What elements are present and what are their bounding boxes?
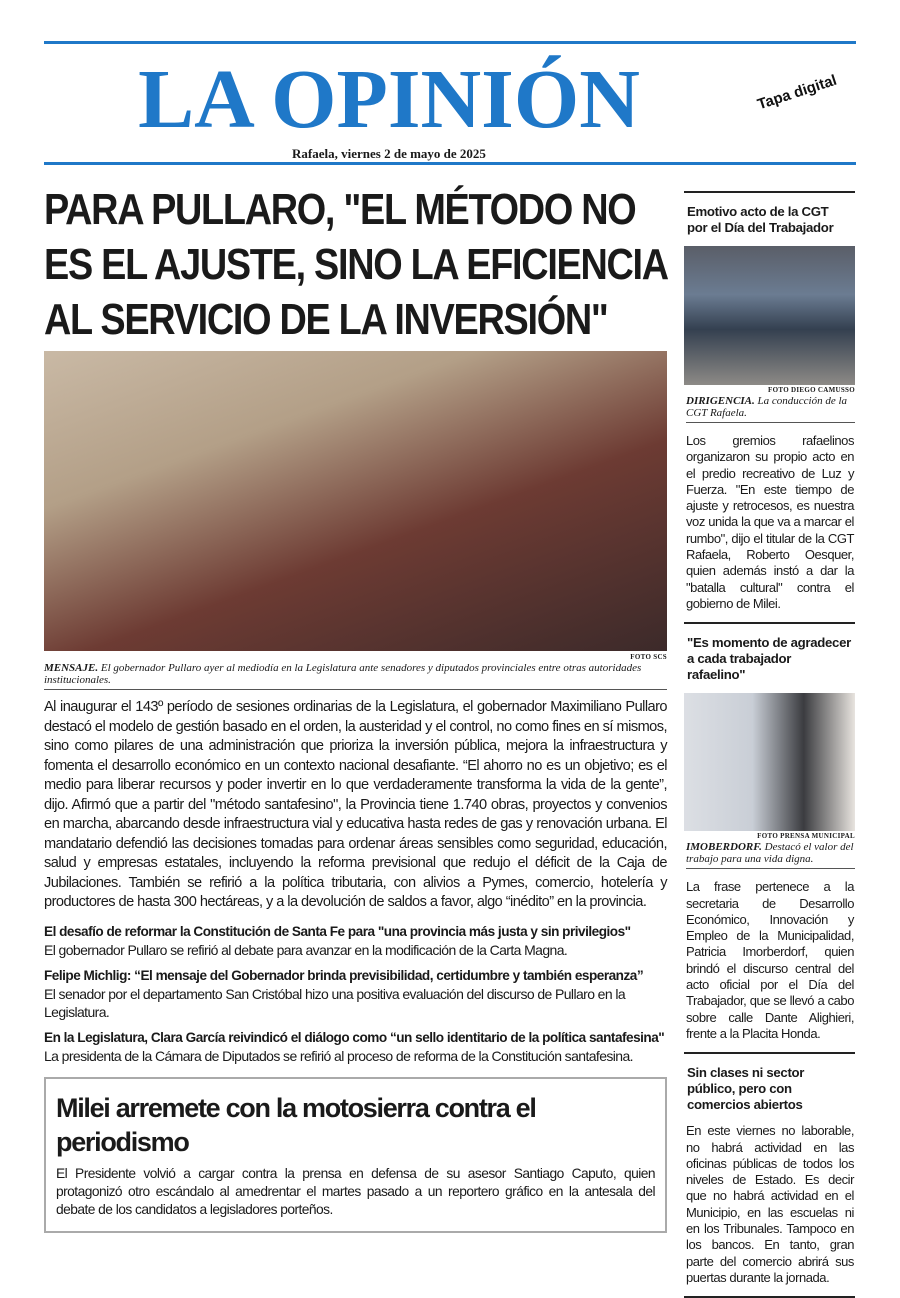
top-rule — [44, 41, 856, 44]
photo-caption — [44, 662, 667, 690]
main-photo — [44, 351, 667, 651]
related-summary: El senador por el departamento San Cristóbal hizo una positiva evaluación del discurso de Pullaro en la Legislatura. — [44, 985, 626, 1020]
caption-text: La conducción de la CGT Rafaela. — [686, 395, 848, 419]
sidebar-photo — [684, 693, 855, 831]
related-title[interactable]: Felipe Michlig: “El mensaje del Gobernador brinda previsibilidad, certidumbre y también esperanza” — [44, 967, 644, 983]
logo: LA OPINIÓN — [138, 53, 640, 146]
related-title[interactable]: El desafío de reformar la Constitución de Santa Fe para "una provincia más justa y sin privilegios" — [44, 923, 631, 939]
caption-lead: IMOBERDORF. — [686, 841, 762, 854]
related-story[interactable] — [44, 967, 667, 1021]
photo-caption — [686, 841, 855, 869]
photo-credit: FOTO SCS — [630, 653, 667, 661]
box-text: El Presidente volvió a cargar contra la prensa en defensa de su asesor Santiago Caputo, quien protagonizó otro escándalo al amedrentar el martes pasado a un reportero gráfico en la antesala del debate de los candidatos a legisladores porteños. — [56, 1165, 655, 1217]
sidebar-title[interactable]: Sin clases ni sector público, pero con comercios abiertos — [687, 1065, 805, 1113]
related-summary: La presidenta de la Cámara de Diputados se refirió al proceso de reforma de la Constitución santafesina. — [44, 1047, 633, 1064]
main-column — [44, 182, 667, 1233]
sidebar — [684, 191, 855, 1298]
box-title[interactable]: Milei arremete con la motosierra contra el periodismo — [56, 1092, 536, 1157]
related-story[interactable] — [44, 1029, 667, 1065]
sidebar-photo — [684, 246, 855, 385]
photo-caption — [686, 395, 855, 423]
sidebar-text: En este viernes no laborable, no habrá actividad en las oficinas públicas de todos los niveles de Estado. Es decir que no habrá actividad en el Municipio, en las escuelas ni en los Tribunales. Tampoco en los bancos. En tanto, gran parte del comercio abrirá sus puertas durante la jornada. — [686, 1123, 854, 1285]
featured-box[interactable] — [44, 1077, 667, 1233]
main-caption-block — [44, 653, 667, 690]
issue-date: Rafaela, viernes 2 de mayo de 2025 — [292, 146, 486, 161]
main-headline-wrap — [44, 182, 667, 347]
sidebar-caption-block — [684, 385, 855, 423]
caption-text: El gobernador Pullaro ayer al mediodía en la Legislatura ante senadores y diputados provinciales entre otras autoridades institucionales. — [44, 662, 642, 686]
sidebar-caption-block — [684, 831, 855, 869]
sidebar-text: Los gremios rafaelinos organizaron su propio acto en el predio recreativo de Luz y Fuerza. "En este tiempo de ajuste y retrocesos, es nuestra voz unida la que va a marcar el rumbo", dijo el titular de la CGT Rafaela, Roberto Oesquer, quien además instó a dar la "batalla cultural" contra el gobierno de Milei. — [686, 433, 854, 611]
related-story[interactable] — [44, 923, 667, 959]
photo-credit: FOTO DIEGO CAMUSSO — [768, 386, 855, 394]
sidebar-title[interactable]: "Es momento de agradecer a cada trabajador rafaelino" — [687, 635, 851, 683]
sidebar-title[interactable]: Emotivo acto de la CGT por el Día del Trabajador — [687, 204, 834, 235]
related-summary: El gobernador Pullaro se refirió al debate para avanzar en la modificación de la Carta Magna. — [44, 941, 568, 958]
related-stories — [44, 923, 667, 1073]
main-headline: PARA PULLARO, "EL MÉTODO NO ES EL AJUSTE, SINO LA EFICIENCIA AL SERVICIO DE LA INVERSIÓN" — [44, 185, 667, 344]
main-article-body: Al inaugurar el 143º período de sesiones ordinarias de la Legislatura, el gobernador Maximiliano Pullaro destacó el modelo de gestión basado en el orden, la austeridad y el control, no como fines en sí mismos, sino como pilares de una administración que prioriza la inversión pública, mejora la infraestructura y fomenta el desarrollo económico en un contexto nacional desafiante. “El ahorro no es un objetivo; es el medio para liberar recursos y poder invertir en lo que verdaderamente transforma la vida de la gente”, dijo. Afirmó que a partir del "método santafesino", la Provincia tiene 1.740 obras, proyectos y convenios en marcha, abarcando desde infraestructura vial y educativa hasta redes de gas y renovación urbana. El mandatario defendió las decisiones tomadas para ordenar áreas sensibles como seguridad, educación, salud y empresas estatales, incluyendo la reforma previsional que redujo el déficit de la Caja de Jubilaciones. También se refirió a la política tributaria, con alivios a Pymes, comercio, hotelería y productores de hasta 300 hectáreas, y a la devolución de saldos a favor, algo “inédito” en la provincia. — [44, 699, 667, 910]
caption-text: Destacó el valor del trabajo para una vida digna. — [686, 841, 854, 866]
edition-tag: Tapa digital — [755, 71, 839, 114]
caption-lead: DIRIGENCIA. — [686, 395, 755, 407]
header-rule — [44, 162, 856, 165]
caption-lead: MENSAJE. — [44, 662, 99, 674]
sidebar-text: La frase pertenece a la secretaria de Desarrollo Económico, Innovación y Empleo de la Municipalidad, Patricia Imorberdorf, quien brindó el discurso central del acto oficial por el Día del Trabajador, que se llevó a cabo sobre calle Dante Alighieri, frente a la Placita Honda. — [686, 879, 854, 1041]
related-title[interactable]: En la Legislatura, Clara García reivindicó el diálogo como “un sello identitario de la política santafesina" — [44, 1029, 665, 1045]
photo-credit: FOTO PRENSA MUNICIPAL — [757, 832, 855, 841]
